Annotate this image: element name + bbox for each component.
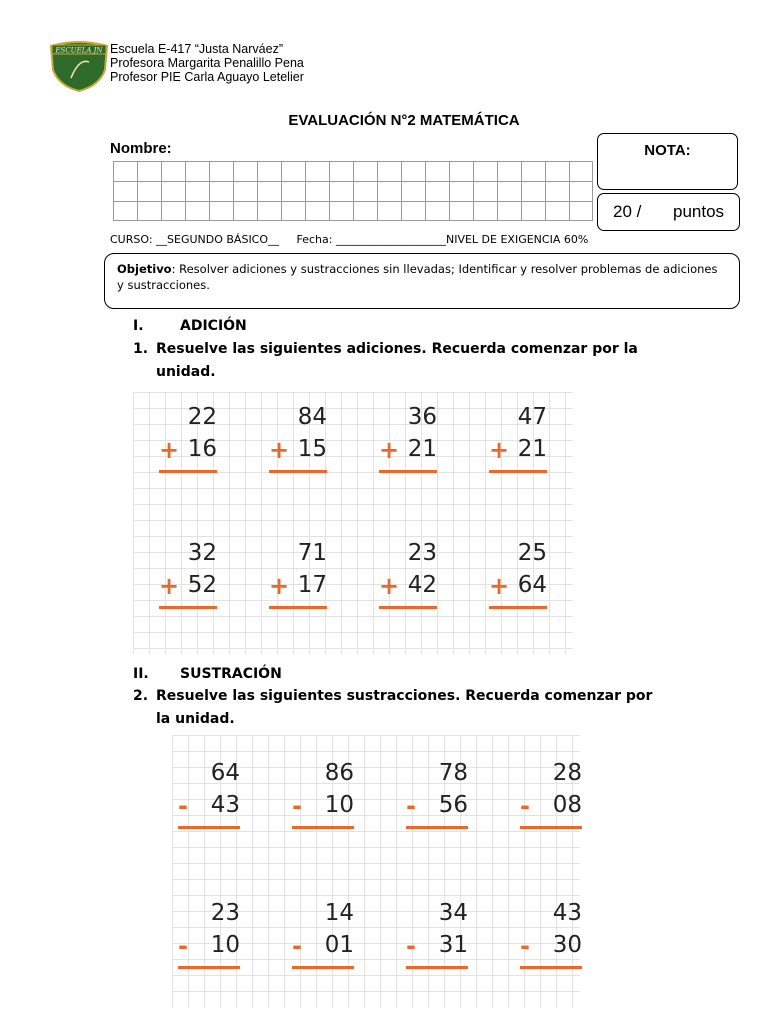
operator-sign: +: [159, 572, 180, 600]
school-logo: [49, 40, 109, 92]
result-line: [379, 606, 437, 609]
operator-sign: +: [379, 572, 400, 600]
school-info: [110, 42, 304, 84]
exercise-sub-8[interactable]: [520, 900, 582, 972]
operator-sign: -: [178, 792, 188, 820]
operand-top: 25: [517, 540, 547, 566]
result-line: [159, 606, 217, 609]
operator-sign: +: [379, 436, 400, 464]
result-line: [269, 606, 327, 609]
operand-bottom: 10: [324, 792, 354, 818]
fecha-field[interactable]: Fecha: ____________________: [296, 233, 446, 246]
operand-top: 28: [552, 760, 582, 786]
result-line: [178, 826, 240, 829]
result-line: [178, 966, 240, 969]
operator-sign: +: [269, 436, 290, 464]
section2-title: SUSTRACIÓN: [180, 666, 282, 682]
operand-top: 36: [407, 404, 437, 430]
operand-bottom: 42: [407, 572, 437, 598]
operator-sign: +: [489, 436, 510, 464]
result-line: [489, 470, 547, 473]
instruction2-text: Resuelve las siguientes sustracciones. Recuerda comenzar por la unidad.: [156, 688, 653, 727]
section2-instruction: [133, 685, 653, 731]
school-name: Escuela E-417 “Justa Narváez”: [110, 42, 283, 56]
exercise-sub-6[interactable]: [292, 900, 354, 972]
section2-number: II.: [133, 666, 149, 682]
result-line: [159, 470, 217, 473]
operator-sign: +: [489, 572, 510, 600]
operand-top: 78: [438, 760, 468, 786]
name-input-grid[interactable]: [113, 161, 593, 221]
exercise-sub-2[interactable]: [292, 760, 354, 832]
exercise-add-8[interactable]: [489, 540, 547, 612]
exercise-sub-1[interactable]: [178, 760, 240, 832]
operand-bottom: 30: [552, 932, 582, 958]
score-total: 20 /: [613, 202, 642, 221]
operand-top: 47: [517, 404, 547, 430]
exercise-sub-5[interactable]: [178, 900, 240, 972]
operand-top: 34: [438, 900, 468, 926]
exercise-sub-4[interactable]: [520, 760, 582, 832]
result-line: [292, 966, 354, 969]
result-line: [406, 826, 468, 829]
result-line: [292, 826, 354, 829]
operand-top: 23: [407, 540, 437, 566]
points-label: puntos: [673, 202, 725, 221]
operand-bottom: 52: [187, 572, 217, 598]
operand-bottom: 16: [187, 436, 217, 462]
exercise-sub-3[interactable]: [406, 760, 468, 832]
operand-top: 22: [187, 404, 217, 430]
section1-title: ADICIÓN: [180, 318, 247, 334]
nota-box[interactable]: [597, 133, 738, 190]
curso-field: CURSO: __SEGUNDO BÁSICO__: [110, 233, 280, 246]
operand-bottom: 21: [407, 436, 437, 462]
operator-sign: -: [520, 932, 530, 960]
exercise-sub-7[interactable]: [406, 900, 468, 972]
operator-sign: -: [406, 932, 416, 960]
operator-sign: -: [292, 792, 302, 820]
operator-sign: +: [159, 436, 180, 464]
objective-box: [104, 253, 740, 309]
operand-bottom: 17: [297, 572, 327, 598]
operand-top: 84: [297, 404, 327, 430]
exercise-add-1[interactable]: [159, 404, 217, 476]
subtraction-exercises: [172, 735, 580, 1007]
exercise-add-2[interactable]: [269, 404, 327, 476]
result-line: [379, 470, 437, 473]
operand-top: 14: [324, 900, 354, 926]
exercise-add-3[interactable]: [379, 404, 437, 476]
instruction1-number: 1.: [133, 341, 149, 357]
operand-bottom: 56: [438, 792, 468, 818]
exercise-add-4[interactable]: [489, 404, 547, 476]
operator-sign: -: [292, 932, 302, 960]
svg-text:ESCUELA JN: ESCUELA JN: [55, 46, 103, 55]
operator-sign: -: [406, 792, 416, 820]
operand-bottom: 64: [517, 572, 547, 598]
exercise-add-7[interactable]: [379, 540, 437, 612]
objective-text: : Resolver adiciones y sustracciones sin llevadas; Identificar y resolver problemas de adiciones y sustracciones.: [117, 262, 718, 292]
operand-bottom: 01: [324, 932, 354, 958]
nota-label: NOTA:: [644, 142, 691, 159]
operand-bottom: 08: [552, 792, 582, 818]
operand-bottom: 15: [297, 436, 327, 462]
operator-sign: -: [520, 792, 530, 820]
result-line: [520, 966, 582, 969]
result-line: [406, 966, 468, 969]
objective-label: Objetivo: [117, 262, 172, 276]
exercise-add-5[interactable]: [159, 540, 217, 612]
teacher-name: Profesora Margarita Penalillo Pena: [110, 56, 304, 70]
operand-top: 43: [552, 900, 582, 926]
result-line: [489, 606, 547, 609]
operand-top: 32: [187, 540, 217, 566]
operand-top: 86: [324, 760, 354, 786]
course-info-line: [110, 233, 588, 246]
nivel-exigencia: NIVEL DE EXIGENCIA 60%: [445, 233, 589, 246]
section1-number: I.: [133, 318, 144, 334]
section1-instruction: [133, 338, 653, 384]
instruction1-text: Resuelve las siguientes adiciones. Recuerda comenzar por la unidad.: [156, 341, 638, 380]
operand-top: 71: [297, 540, 327, 566]
operand-bottom: 31: [438, 932, 468, 958]
exercise-add-6[interactable]: [269, 540, 327, 612]
score-box: [597, 193, 740, 231]
operand-top: 23: [210, 900, 240, 926]
result-line: [269, 470, 327, 473]
operand-bottom: 43: [210, 792, 240, 818]
result-line: [520, 826, 582, 829]
operand-top: 64: [210, 760, 240, 786]
addition-exercises: [133, 392, 573, 654]
nombre-label: Nombre:: [110, 140, 172, 157]
instruction2-number: 2.: [133, 688, 149, 704]
operand-bottom: 10: [210, 932, 240, 958]
operand-bottom: 21: [517, 436, 547, 462]
page-title: EVALUACIÓN N°2 MATEMÁTICA: [288, 112, 520, 129]
operator-sign: -: [178, 932, 188, 960]
operator-sign: +: [269, 572, 290, 600]
pie-teacher-name: Profesor PIE Carla Aguayo Letelier: [110, 70, 304, 84]
